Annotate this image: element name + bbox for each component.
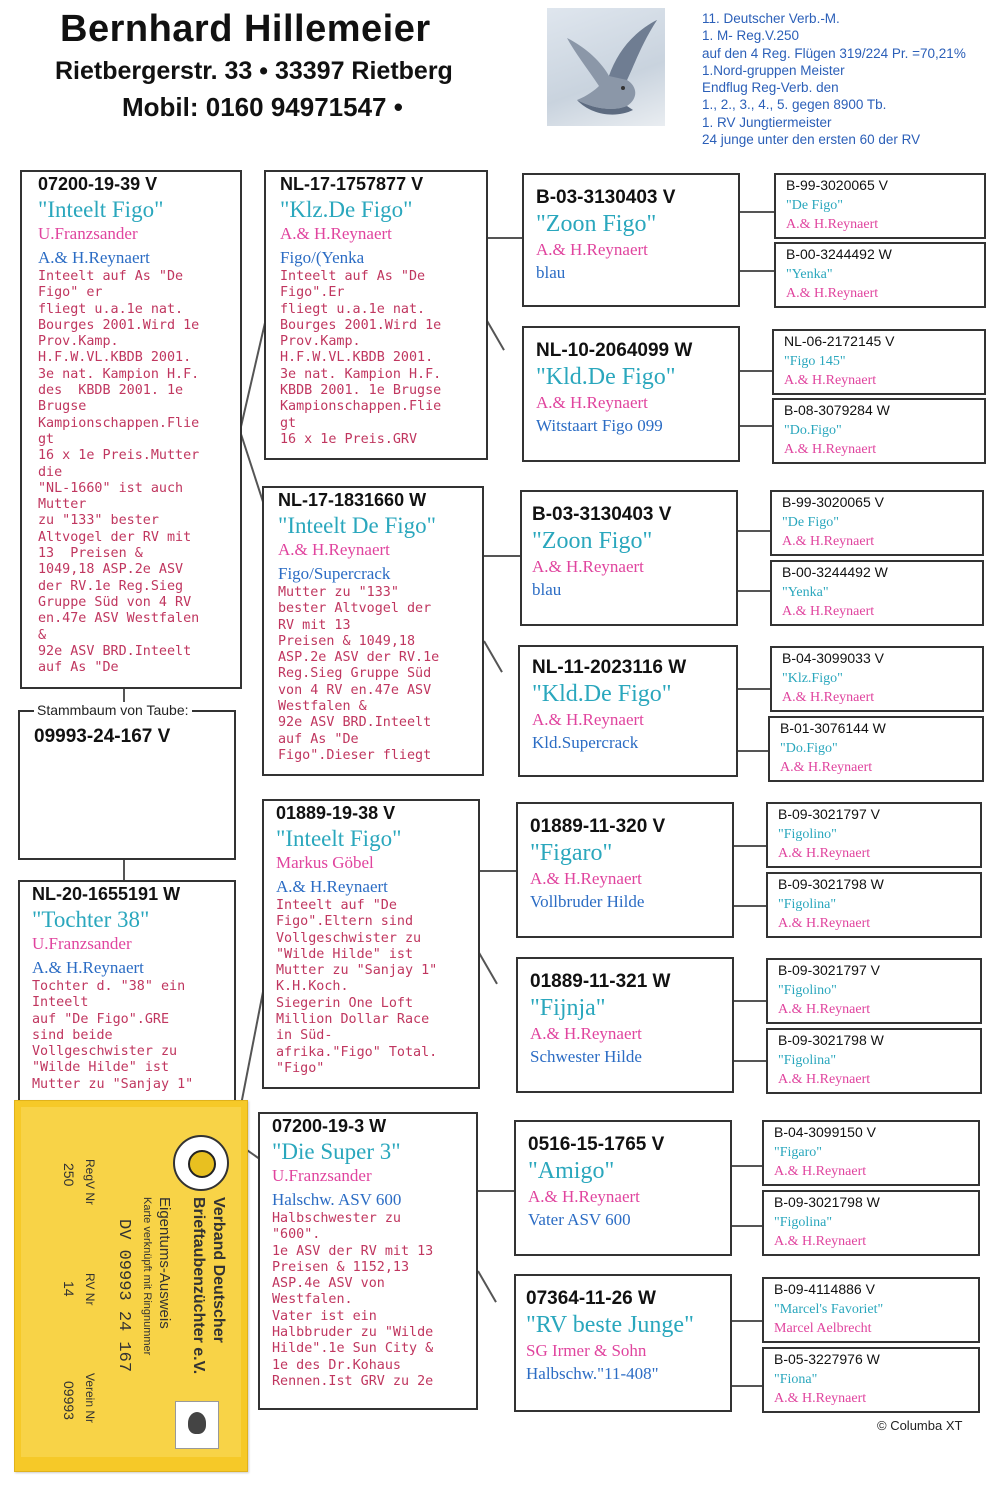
gen3-name: "Figaro": [530, 840, 613, 866]
card-title: Eigentums-Ausweis: [156, 1197, 173, 1329]
connector-line: [478, 870, 516, 872]
card-regv-value: 250: [61, 1163, 77, 1187]
ownership-card: [14, 1100, 248, 1472]
gen3-note: blau: [532, 580, 562, 599]
gen3-card-3[interactable]: [520, 490, 738, 626]
gen4-name: "Do.Figo": [780, 741, 838, 756]
gen4-breeder: A.& H.Reynaert: [780, 760, 873, 775]
subject-label: Stammbaum von Taube:: [34, 702, 192, 718]
gen2-description: Halbschwester zu "600". 1e ASV der RV mit 13 Preisen & 1152,13 ASP.4e ASV von Westfalen. Vater ist ein Halbbruder zu "Wilde Hilde".1e Sun City & 1e des Dr.Kohaus Rennen.Ist GRV zu 2e: [272, 1211, 434, 1389]
gen3-breeder: A.& H.Reynaert: [536, 393, 648, 412]
gen4-card-15[interactable]: [762, 1277, 980, 1343]
achievement-line: Endflug Reg-Verb. den: [702, 80, 839, 96]
gen4-breeder: A.& H.Reynaert: [786, 286, 879, 301]
gen3-name: "Zoon Figo": [532, 528, 653, 554]
achievement-line: 24 junge unter den ersten 60 der RV: [702, 132, 921, 148]
gen3-note: Halbschw."11-408": [526, 1364, 659, 1383]
subject-ring: 09993-24-167 V: [34, 726, 171, 747]
gen4-breeder: A.& H.Reynaert: [778, 1072, 871, 1087]
gen4-ring: B-09-4114886 V: [774, 1281, 875, 1297]
mother-breeder: U.Franzsander: [32, 934, 132, 953]
gen3-note: Vater ASV 600: [528, 1210, 631, 1229]
subject-card[interactable]: [18, 710, 236, 860]
gen4-ring: B-09-3021798 W: [778, 1032, 884, 1048]
gen4-ring: B-99-3020065 V: [786, 177, 888, 193]
gen4-name: "De Figo": [782, 515, 839, 530]
gen3-ring: B-03-3130403 V: [532, 504, 672, 525]
gen4-ring: B-09-3021797 V: [778, 806, 880, 822]
card-org-line1: Verband Deutscher: [210, 1197, 227, 1343]
gen2-ring: 07200-19-3 W: [272, 1116, 387, 1136]
gen4-card-8[interactable]: [768, 716, 984, 782]
gen3-ring: 01889-11-321 W: [530, 971, 671, 992]
gen4-breeder: A.& H.Reynaert: [786, 217, 879, 232]
pigeon-photo: [547, 8, 665, 126]
breeder-mobile: Mobil: 0160 94971547 •: [122, 92, 403, 122]
connector-line: [123, 858, 125, 880]
gen3-breeder: A.& H.Reynaert: [536, 240, 648, 259]
dv-logo-icon: [173, 1135, 229, 1191]
connector-line: [730, 1165, 762, 1167]
gen4-breeder: A.& H.Reynaert: [774, 1234, 867, 1249]
gen4-breeder: A.& H.Reynaert: [774, 1164, 867, 1179]
gen4-card-7[interactable]: [770, 646, 984, 712]
pigeon-icon: [547, 8, 665, 126]
gen3-note: Kld.Supercrack: [532, 733, 639, 752]
breeder-name: Bernhard Hillemeier: [60, 8, 431, 50]
gen3-ring: NL-11-2023116 W: [532, 657, 687, 678]
gen3-note: Vollbruder Hilde: [530, 892, 645, 911]
gen2-breeder: A.& H.Reynaert: [280, 224, 392, 243]
gen2-description: Mutter zu "133" bester Altvogel der RV mit 13 Preisen & 1049,18 ASP.2e ASV der RV.1e Reg.Sieg Gruppe Süd von 4 RV en.47e ASV Westfalen & 92e ASV BRD.Inteelt auf As "De Figo".Dieser fliegt: [278, 585, 440, 763]
connector-line: [485, 319, 505, 351]
gen3-note: blau: [536, 263, 566, 282]
gen2-name: "Die Super 3": [272, 1139, 401, 1164]
gen2-note: Halschw. ASV 600: [272, 1190, 402, 1209]
father-breeder: U.Franzsander: [38, 224, 138, 243]
gen4-name: "Figolino": [778, 827, 837, 842]
gen2-ring: 01889-19-38 V: [276, 803, 396, 823]
connector-line: [730, 1320, 762, 1322]
gen3-breeder: A.& H.Reynaert: [532, 710, 644, 729]
gen3-name: "Kld.De Figo": [532, 681, 672, 707]
mother-description: Tochter d. "38" ein Inteelt auf "De Figo".GRE sind beide Vollgeschwister zu "Wilde Hilde" ist Mutter zu "Sanjay 1": [32, 979, 194, 1092]
card-verein-label: Verein Nr: [83, 1373, 97, 1424]
card-verein-value: 09993: [61, 1381, 77, 1420]
card-subtitle: Karte verknüpft mit Ringnummer: [141, 1197, 153, 1356]
gen4-breeder: A.& H.Reynaert: [778, 916, 871, 931]
gen4-breeder: A.& H.Reynaert: [784, 442, 877, 457]
card-regv-label: RegV Nr: [83, 1159, 97, 1206]
achievement-line: 1. M- Reg.V.250: [702, 28, 800, 44]
gen3-ring: NL-10-2064099 W: [536, 340, 693, 361]
gen4-breeder: A.& H.Reynaert: [778, 846, 871, 861]
gen3-name: "RV beste Junge": [526, 1312, 694, 1338]
gen2-breeder: U.Franzsander: [272, 1166, 372, 1185]
gen3-name: "Amigo": [528, 1158, 615, 1184]
gen2-ring: NL-17-1831660 W: [278, 490, 427, 510]
pigeon-stamp-icon: [175, 1401, 219, 1449]
gen4-breeder: A.& H.Reynaert: [782, 690, 875, 705]
connector-line: [484, 555, 520, 557]
gen4-breeder: Marcel Aelbrecht: [774, 1321, 872, 1336]
gen4-ring: B-99-3020065 V: [782, 494, 884, 510]
connector-line: [477, 1271, 497, 1303]
gen4-name: "Klz.Figo": [782, 671, 843, 686]
connector-line: [730, 1225, 762, 1227]
mother-name: "Tochter 38": [32, 907, 150, 932]
gen4-breeder: A.& H.Reynaert: [782, 604, 875, 619]
gen3-name: "Fijnja": [530, 995, 606, 1021]
connector-line: [734, 845, 766, 847]
gen4-card-13[interactable]: [762, 1120, 980, 1186]
mother-card[interactable]: [18, 880, 236, 1130]
gen4-name: "Figolina": [778, 897, 837, 912]
mother-note: A.& H.Reynaert: [32, 958, 144, 977]
gen4-name: "Yenka": [786, 267, 833, 282]
gen4-card-6[interactable]: [770, 560, 984, 626]
gen3-card-1[interactable]: [522, 173, 740, 307]
gen4-card-11[interactable]: [766, 958, 982, 1024]
gen3-note: Schwester Hilde: [530, 1047, 642, 1066]
card-rv-value: 14: [61, 1281, 77, 1297]
gen3-ring: B-03-3130403 V: [536, 187, 676, 208]
gen4-card-5[interactable]: [770, 490, 984, 556]
gen2-card-2[interactable]: [262, 486, 484, 776]
gen3-breeder: A.& H.Reynaert: [530, 1024, 642, 1043]
achievement-line: 1., 2., 3., 4., 5. gegen 8900 Tb.: [702, 97, 887, 113]
gen3-name: "Zoon Figo": [536, 211, 657, 237]
achievement-line: auf den 4 Reg. Flügen 319/224 Pr. =70,21%: [702, 45, 966, 61]
gen4-card-9[interactable]: [766, 802, 982, 868]
father-ring: 07200-19-39 V: [38, 174, 158, 194]
gen2-name: "Klz.De Figo": [280, 197, 413, 222]
gen4-ring: B-01-3076144 W: [780, 720, 886, 736]
gen2-card-3[interactable]: [262, 799, 480, 1089]
connector-line: [740, 211, 774, 213]
gen3-ring: 01889-11-320 V: [530, 816, 666, 837]
connector-line: [738, 688, 770, 690]
gen4-name: "Fiona": [774, 1372, 818, 1387]
gen4-ring: B-00-3244492 W: [782, 564, 888, 580]
gen4-ring: B-09-3021797 V: [778, 962, 880, 978]
gen3-ring: 0516-15-1765 V: [528, 1134, 665, 1155]
connector-line: [738, 750, 770, 752]
gen3-breeder: A.& H.Reynaert: [530, 869, 642, 888]
connector-line: [483, 641, 503, 673]
gen3-card-5[interactable]: [516, 802, 734, 938]
gen4-card-16[interactable]: [762, 1347, 980, 1413]
gen4-ring: B-09-3021798 W: [774, 1194, 880, 1210]
gen2-note: A.& H.Reynaert: [276, 877, 388, 896]
gen3-card-2[interactable]: [522, 326, 740, 462]
father-card[interactable]: [20, 170, 242, 689]
gen4-ring: B-08-3079284 W: [784, 402, 890, 418]
connector-line: [734, 905, 766, 907]
gen4-card-12[interactable]: [766, 1028, 982, 1094]
gen4-ring: B-04-3099150 V: [774, 1124, 876, 1140]
gen4-ring: B-05-3227976 W: [774, 1351, 880, 1367]
connector-line: [730, 1385, 762, 1387]
gen4-name: "Yenka": [782, 585, 829, 600]
connector-line: [734, 1060, 766, 1062]
gen4-card-1[interactable]: [774, 173, 986, 239]
gen2-breeder: Markus Göbel: [276, 853, 374, 872]
gen2-description: Inteelt auf "De Figo".Eltern sind Vollgeschwister zu "Wilde Hilde" ist Mutter zu "Sanjay 1" K.H.Koch. Siegerin One Loft Million Dollar Race in Süd- afrika."Figo" Total. "Figo": [276, 898, 438, 1076]
gen4-name: "Do.Figo": [784, 423, 842, 438]
gen4-name: "Marcel's Favoriet": [774, 1302, 884, 1317]
card-org-line2: Brieftaubenzüchter e.V.: [190, 1197, 207, 1375]
achievement-line: 1. RV Jungtiermeister: [702, 114, 832, 130]
gen2-breeder: A.& H.Reynaert: [278, 540, 390, 559]
connector-line: [740, 370, 772, 372]
copyright-text: © Columba XT: [877, 1418, 963, 1433]
gen4-ring: B-04-3099033 V: [782, 650, 884, 666]
gen4-breeder: A.& H.Reynaert: [782, 534, 875, 549]
gen3-card-8[interactable]: [514, 1274, 732, 1412]
gen4-name: "Figolina": [778, 1053, 837, 1068]
gen2-name: "Inteelt Figo": [276, 826, 402, 851]
gen2-note: Figo/(Yenka: [280, 248, 365, 267]
gen4-card-10[interactable]: [766, 872, 982, 938]
gen2-card-4[interactable]: [258, 1112, 478, 1410]
gen4-breeder: A.& H.Reynaert: [778, 1002, 871, 1017]
gen4-name: "Figolina": [774, 1215, 833, 1230]
achievement-line: 1.Nord-gruppen Meister: [702, 62, 845, 78]
gen3-name: "Kld.De Figo": [536, 364, 676, 390]
gen3-breeder: A.& H.Reynaert: [528, 1187, 640, 1206]
connector-line: [740, 425, 772, 427]
gen4-card-14[interactable]: [762, 1190, 980, 1256]
gen3-card-7[interactable]: [514, 1120, 732, 1256]
gen2-ring: NL-17-1757877 V: [280, 174, 424, 194]
card-rv-label: RV Nr: [83, 1273, 97, 1306]
gen4-name: "De Figo": [786, 198, 843, 213]
mother-ring: NL-20-1655191 W: [32, 884, 181, 904]
gen4-ring: B-09-3021798 W: [778, 876, 884, 892]
gen2-card-1[interactable]: [264, 170, 488, 460]
connector-line: [740, 270, 774, 272]
connector-line: [486, 237, 522, 239]
gen3-card-4[interactable]: [518, 645, 738, 777]
gen4-ring: NL-06-2172145 V: [784, 333, 895, 349]
card-ring-number: DV 09993 24 167: [114, 1219, 133, 1373]
gen4-card-4[interactable]: [772, 398, 986, 464]
breeder-address: Rietbergerstr. 33 • 33397 Rietberg: [55, 57, 453, 85]
connector-line: [738, 530, 770, 532]
father-description: Inteelt auf As "De Figo" er fliegt u.a.1e nat. Bourges 2001.Wird 1e Prov.Kamp. H.F.W.VL.KBDB 2001. 3e nat. Kampion H.F. des KBDB 2001. 1e Brugse Kampionschappen.Flie gt 16 x 1e Preis.Mutter die "NL-1660" ist auch Mutter zu "133" bester Altvogel der RV mit 13 Preisen & 1049,18 ASP.2e ASV der RV.1e Reg.Sieg Gruppe Süd von 4 RV en.47e ASV Westfalen & 92e ASV BRD.Inteelt auf As "De: [38, 269, 200, 676]
achievement-line: 11. Deutscher Verb.-M.: [702, 11, 840, 26]
gen4-card-2[interactable]: [774, 242, 986, 308]
gen2-name: "Inteelt De Figo": [278, 513, 437, 538]
gen2-note: Figo/Supercrack: [278, 564, 391, 583]
gen4-name: "Figaro": [774, 1145, 822, 1160]
gen4-name: "Figolino": [778, 983, 837, 998]
gen4-card-3[interactable]: [772, 329, 986, 395]
connector-line: [477, 951, 498, 985]
connector-line: [734, 1000, 766, 1002]
gen3-card-6[interactable]: [516, 957, 734, 1093]
gen2-description: Inteelt auf As "De Figo".Er fliegt u.a.1e nat. Bourges 2001.Wird 1e Prov.Kamp. H.F.W.VL.KBDB 2001. 3e nat. Kampion H.F. KBDB 2001. 1e Brugse Kampionschappen.Flie gt 16 x 1e Preis.GRV: [280, 269, 442, 447]
achievements-list: [702, 10, 997, 148]
connector-line: [738, 590, 770, 592]
gen4-name: "Figo 145": [784, 354, 846, 369]
connector-line: [478, 1190, 514, 1192]
gen3-breeder: SG Irmer & Sohn: [526, 1341, 647, 1360]
father-note: A.& H.Reynaert: [38, 248, 150, 267]
father-name: "Inteelt Figo": [38, 197, 164, 222]
gen4-ring: B-00-3244492 W: [786, 246, 892, 262]
gen3-ring: 07364-11-26 W: [526, 1288, 656, 1309]
gen4-breeder: A.& H.Reynaert: [774, 1391, 867, 1406]
gen3-breeder: A.& H.Reynaert: [532, 557, 644, 576]
gen3-note: Witstaart Figo 099: [536, 416, 663, 435]
gen4-breeder: A.& H.Reynaert: [784, 373, 877, 388]
